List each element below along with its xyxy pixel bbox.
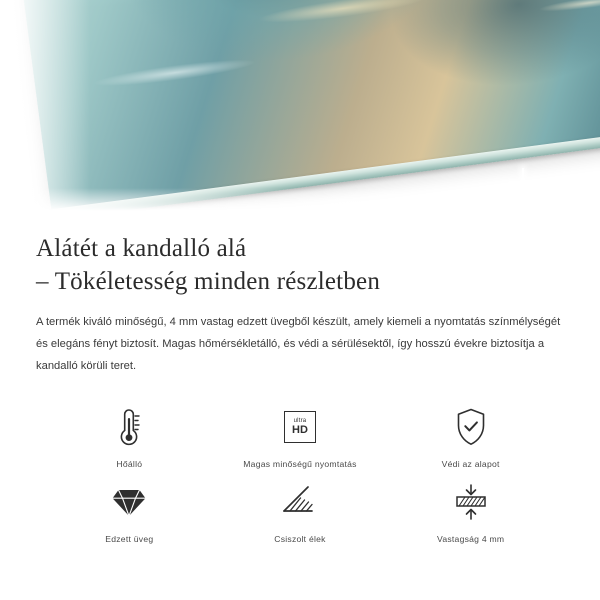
hero-fade-left [0,0,90,218]
feature-label: Védi az alapot [441,458,500,469]
feature-item-heat-resistant [44,404,215,469]
content-section [0,218,600,544]
feature-label: Csiszolt élek [274,533,326,544]
headline-line-2: – Tökéletesség minden részletben [36,268,381,295]
feature-item-protects-surface [385,404,556,469]
feature-label: Magas minőségű nyomtatás [243,458,357,469]
diamond-icon [110,479,148,525]
ultra-hd-icon [284,404,316,450]
hero-image [0,0,600,218]
thickness-icon [451,479,491,525]
feature-item-thickness [385,479,556,544]
ultra-hd-badge-top: ultra [293,417,307,424]
feature-item-print-quality [215,404,386,469]
page-title [36,232,564,298]
feature-grid [36,404,564,544]
feature-label: Vastagság 4 mm [436,533,505,544]
feature-item-polished-edges [215,479,386,544]
hero-fade-bottom [0,188,600,218]
ultra-hd-badge-bottom: HD [292,423,308,436]
shield-check-icon [454,404,488,450]
body-paragraph: A termék kiváló minőségű, 4 mm vastag edzett üvegből készült, amely kiemeli a nyomtatás színmélységét és elegáns fényt biztosít. Magas hőmérsékletálló, és védi a sérülésektől, így hosszú évekre biztosítja a kandalló körüli teret. [36,316,561,372]
headline-line-1: Alátét a kandalló alá [36,235,247,262]
thermometer-icon [114,404,144,450]
polished-edges-icon [281,479,319,525]
feature-label: Edzett üveg [105,533,154,544]
feature-item-tempered-glass [44,479,215,544]
feature-label: Hőálló [116,458,143,469]
